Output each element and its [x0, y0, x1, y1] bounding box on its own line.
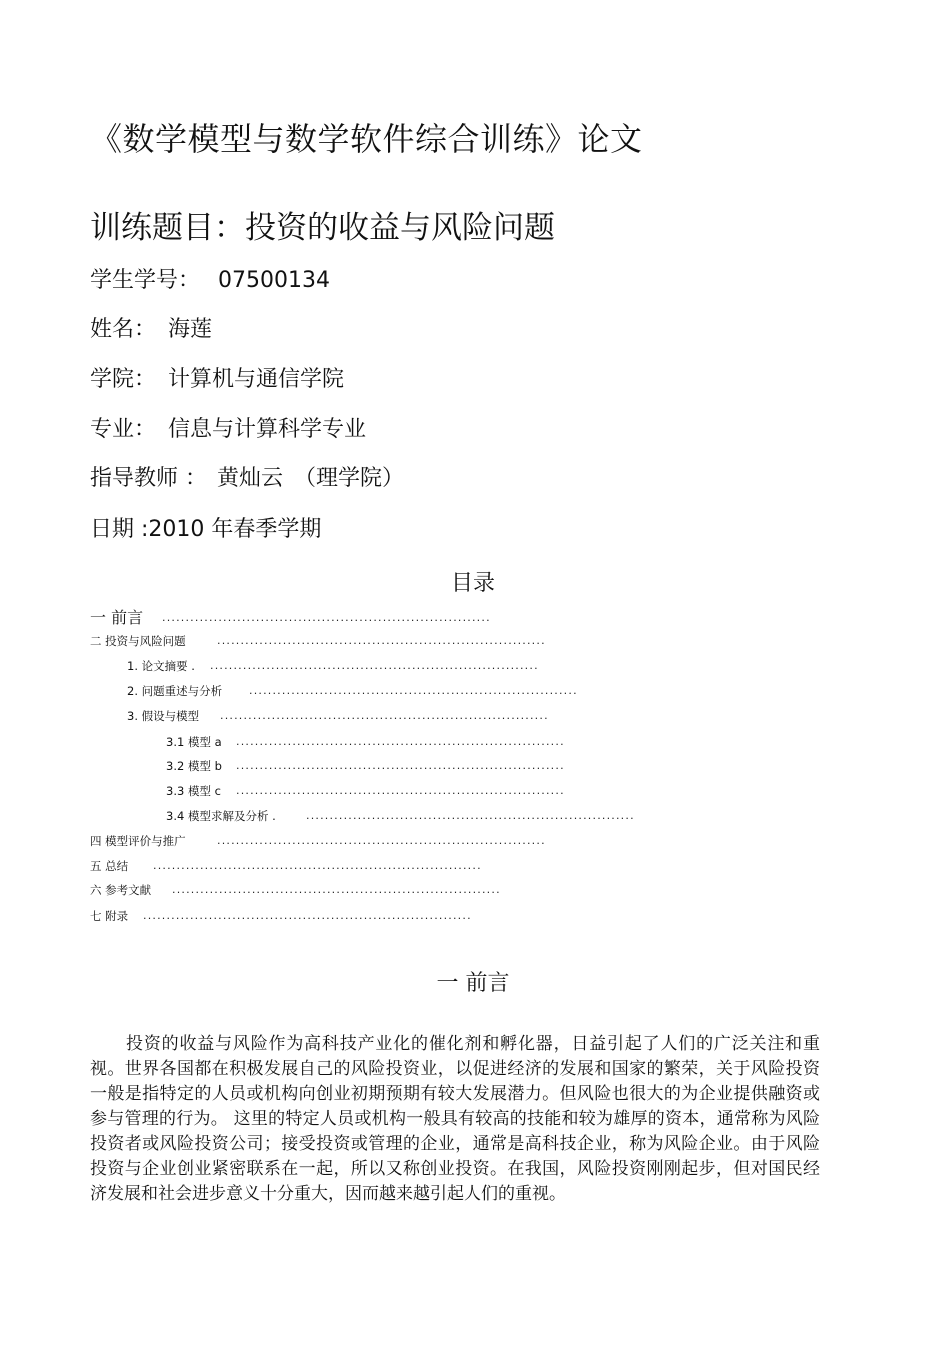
toc-item-label: 六 参考文献	[90, 883, 152, 897]
toc-leader-dots: ......................................................................	[217, 634, 546, 647]
toc-item-label: 3.4 模型求解及分析 .	[166, 809, 276, 823]
toc-leader-dots: ......................................................................	[220, 709, 549, 722]
toc-item-model-a[interactable]	[166, 732, 565, 752]
toc-leader-dots: ......................................................................	[153, 859, 482, 872]
info-value: 黄灿云 （理学院）	[217, 466, 405, 491]
info-name	[90, 314, 212, 346]
toc-leader-dots: ......................................................................	[210, 659, 539, 672]
info-advisor	[90, 463, 404, 495]
toc-item-summary[interactable]	[90, 856, 482, 876]
toc-item-label: 1. 论文摘要 .	[127, 659, 195, 673]
info-label: 专业：	[90, 417, 157, 442]
info-label: 指导教师 ：	[90, 466, 207, 491]
info-college	[90, 364, 344, 396]
info-date	[90, 514, 321, 546]
toc-leader-dots: ......................................................................	[143, 909, 472, 922]
info-label: 日期 :	[90, 517, 149, 542]
info-label: 学院：	[90, 367, 157, 392]
toc-item-investment-risk[interactable]	[90, 631, 546, 651]
toc-item-label: 2. 问题重述与分析	[127, 684, 223, 698]
toc-leader-dots: ......................................................................	[236, 735, 565, 748]
toc-item-label: 一 前言	[90, 608, 144, 627]
info-label: 学生学号：	[90, 268, 201, 293]
section-heading-preface: 一 前言	[436, 971, 510, 996]
toc-item-label: 五 总结	[90, 859, 129, 873]
info-value: 2010 年春季学期	[148, 517, 322, 542]
info-label: 姓名：	[90, 317, 157, 342]
toc-item-model-b[interactable]	[166, 756, 565, 776]
toc-item-model-solution[interactable]	[166, 806, 635, 826]
toc-leader-dots: ......................................................................	[236, 784, 565, 797]
document-title: 《数学模型与数学软件综合训练》论文	[90, 120, 643, 158]
toc-leader-dots: ......................................................................	[217, 834, 546, 847]
info-value: 计算机与通信学院	[168, 367, 345, 392]
toc-item-appendix[interactable]	[90, 906, 472, 926]
toc-leader-dots: ......................................................................	[172, 883, 501, 896]
toc-item-label: 3.3 模型 c	[166, 784, 221, 798]
toc-item-assumptions-models[interactable]	[127, 706, 549, 726]
preface-paragraph: 投资的收益与风险作为高科技产业化的催化剂和孵化器，日益引起了人们的广泛关注和重视。世界各国都在积极发展自己的风险投资业，以促进经济的发展和国家的繁荣，关于风险投资一般是指特定的人员或机构向创业初期预期有较大发展潜力。但风险也很大的为企业提供融资或参与管理的行为。 这里的特定人员或机构一般具有较高的技能和较为雄厚的资本，通常称为风险投资者或风险投资公司；接受投资或管理的企业，通常是高科技企业，称为风险企业。由于风险投资与企业创业紧密联系在一起，所以又称创业投资。在我国，风险投资刚刚起步，但对国民经济发展和社会进步意义十分重大，因而越来越引起人们的重视。	[90, 1034, 820, 1204]
toc-item-references[interactable]	[90, 880, 501, 900]
toc-heading: 目录	[450, 571, 495, 596]
toc-item-preface[interactable]	[90, 608, 491, 628]
toc-item-label: 二 投资与风险问题	[90, 634, 186, 648]
info-value: 海莲	[168, 317, 213, 342]
toc-leader-dots: ......................................................................	[236, 759, 565, 772]
toc-item-label: 七 附录	[90, 909, 129, 923]
toc-leader-dots: ......................................................................	[306, 809, 635, 822]
toc-leader-dots: ......................................................................	[162, 611, 491, 624]
toc-item-evaluation[interactable]	[90, 831, 546, 851]
toc-item-label: 四 模型评价与推广	[90, 834, 186, 848]
toc-item-model-c[interactable]	[166, 781, 565, 801]
toc-item-abstract[interactable]	[127, 656, 539, 676]
toc-item-label: 3.1 模型 a	[166, 735, 222, 749]
info-value: 信息与计算科学专业	[168, 417, 367, 442]
toc-leader-dots: ......................................................................	[249, 684, 578, 697]
info-student-id	[90, 265, 330, 297]
training-subject: 训练题目：投资的收益与风险问题	[90, 210, 555, 246]
info-major	[90, 414, 366, 446]
info-value: 07500134	[218, 268, 330, 293]
toc-item-problem-analysis[interactable]	[127, 681, 578, 701]
toc-item-label: 3. 假设与模型	[127, 709, 200, 723]
toc-item-label: 3.2 模型 b	[166, 759, 222, 773]
